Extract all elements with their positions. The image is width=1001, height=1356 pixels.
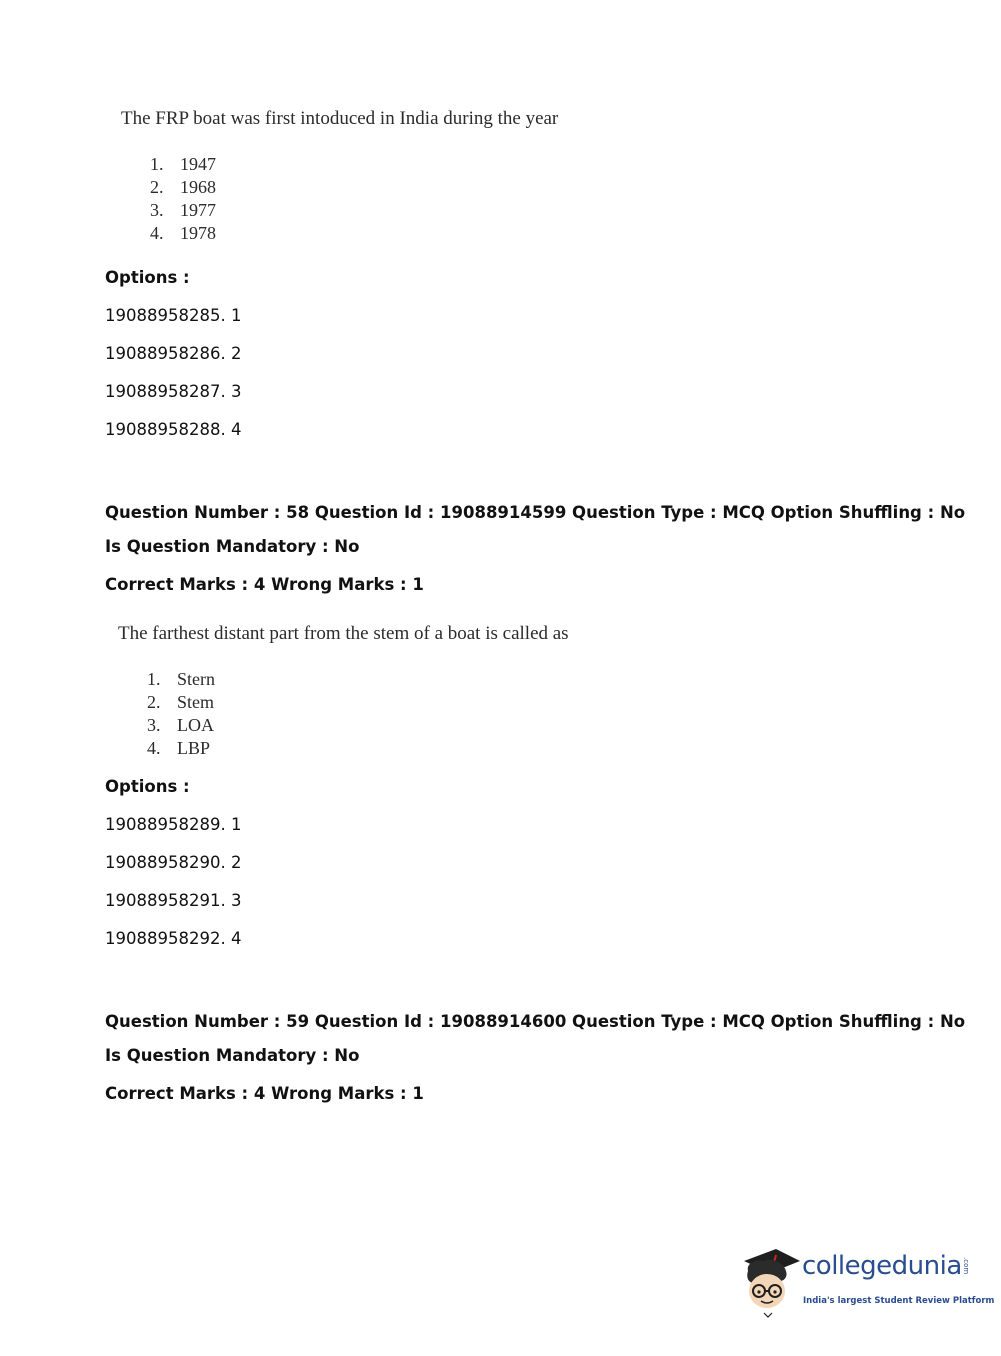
choice-item [147,691,215,714]
choice-item [150,199,216,222]
logo-wordmark: collegedunia [802,1251,962,1281]
collegedunia-logo[interactable] [740,1247,995,1319]
question-59-header: Question Number : 59 Question Id : 19088914600 Question Type : MCQ Option Shuffling : No [105,1012,966,1031]
choice-item [150,176,216,199]
question-59-marks: Correct Marks : 4 Wrong Marks : 1 [105,1084,424,1103]
option-item: 19088958288. 4 [105,420,242,439]
logo-tagline: India's largest Student Review Platform [803,1296,995,1306]
question-58-header: Question Number : 58 Question Id : 19088914599 Question Type : MCQ Option Shuffling : No [105,503,966,522]
question-58-marks: Correct Marks : 4 Wrong Marks : 1 [105,575,424,594]
question-57-choices [150,153,216,245]
option-item: 19088958289. 1 [105,815,242,834]
choice-number: 3. [150,200,164,220]
question-58-choices [147,668,215,760]
choice-number: 1. [150,154,164,174]
choice-item [150,222,216,245]
choice-number: 4. [147,738,161,758]
choice-text: 1968 [180,177,216,197]
choice-item [150,153,216,176]
option-item: 19088958291. 3 [105,891,242,910]
choice-text: 1947 [180,154,216,174]
choice-text: 1977 [180,200,216,220]
options-label: Options : [105,268,190,287]
choice-number: 3. [147,715,161,735]
choice-item [147,668,215,691]
choice-number: 1. [147,669,161,689]
question-59-mandatory: Is Question Mandatory : No [105,1046,360,1065]
option-item: 19088958286. 2 [105,344,242,363]
option-item: 19088958292. 4 [105,929,242,948]
choice-text: Stem [177,692,215,712]
logo-domain-suffix: .com [962,1257,970,1275]
question-57-text: The FRP boat was first intoduced in India during the year [121,108,559,129]
options-label: Options : [105,777,190,796]
choice-text: LOA [177,715,214,735]
mascot-graduate-icon [740,1247,802,1319]
question-58-mandatory: Is Question Mandatory : No [105,537,360,556]
choice-text: Stern [177,669,215,689]
choice-text: LBP [177,738,211,758]
option-item: 19088958290. 2 [105,853,242,872]
choice-number: 2. [147,692,161,712]
question-58-text: The farthest distant part from the stem of a boat is called as [118,623,569,644]
choice-number: 4. [150,223,164,243]
choice-number: 2. [150,177,164,197]
choice-item [147,737,215,760]
choice-item [147,714,215,737]
choice-text: 1978 [180,223,216,243]
option-item: 19088958285. 1 [105,306,242,325]
option-item: 19088958287. 3 [105,382,242,401]
